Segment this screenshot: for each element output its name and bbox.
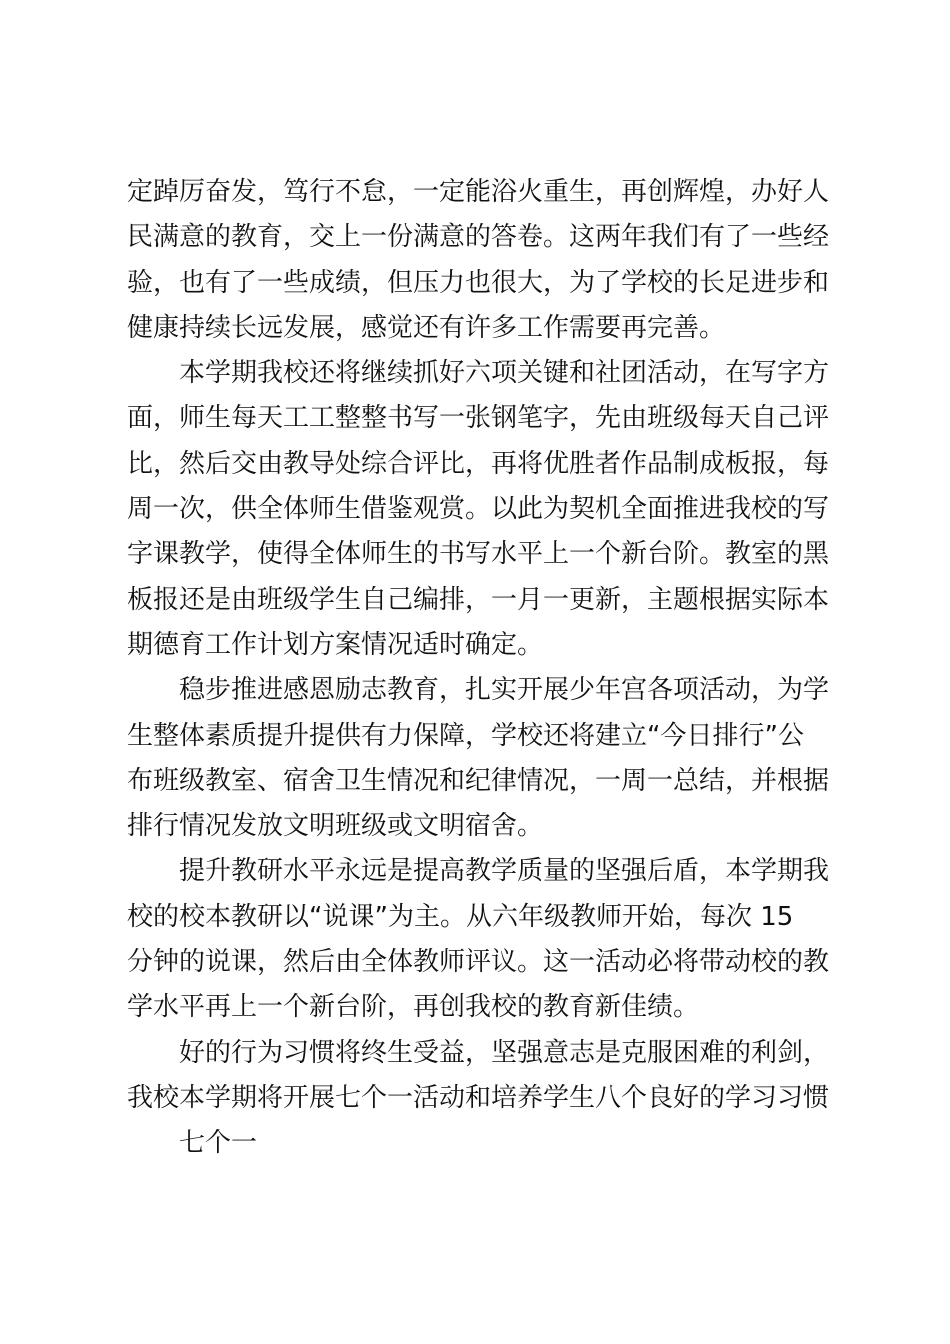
text-line: 民满意的教育，交上一份满意的答卷。这两年我们有了一些经 <box>127 222 830 253</box>
text-line: 验，也有了一些成绩，但压力也很大，为了学校的长足进步和 <box>127 267 830 298</box>
text-line: 校的校本教研以“说课”为主。从六年级教师开始，每次 15 <box>127 901 794 932</box>
body-text <box>127 170 847 1167</box>
text-line: 字课教学，使得全体师生的书写水平上一个新台阶。教室的黑 <box>127 539 830 570</box>
text-line: 健康持续长远发展，感觉还有许多工作需要再完善。 <box>127 312 726 343</box>
text-line: 生整体素质提升提供有力保障，学校还将建立“今日排行”公 <box>127 720 804 751</box>
text-line: 周一次，供全体师生借鉴观赏。以此为契机全面推进我校的写 <box>127 494 830 525</box>
paragraph-first-line: 好的行为习惯将终生受益，坚强意志是克服困难的利剑， <box>179 1037 830 1068</box>
text-line: 板报还是由班级学生自己编排，一月一更新，主题根据实际本 <box>127 584 830 615</box>
section-heading: 七个一 <box>179 1128 258 1159</box>
text-line: 分钟的说课，然后由全体教师评议。这一活动必将带动校的教 <box>127 947 830 978</box>
paragraph-first-line: 稳步推进感恩励志教育，扎实开展少年宫各项活动，为学 <box>179 675 830 706</box>
text-line: 期德育工作计划方案情况适时确定。 <box>127 629 544 660</box>
paragraph-first-line: 提升教研水平永远是提高教学质量的坚强后盾，本学期我 <box>179 856 830 887</box>
text-line: 排行情况发放文明班级或文明宿舍。 <box>127 811 544 842</box>
text-line: 学水平再上一个新台阶，再创我校的教育新佳绩。 <box>127 992 700 1023</box>
text-line: 布班级教室、宿舍卫生情况和纪律情况，一周一总结，并根据 <box>127 765 830 796</box>
paragraph-first-line: 本学期我校还将继续抓好六项关键和社团活动，在写字方 <box>179 358 830 389</box>
text-line: 我校本学期将开展七个一活动和培养学生八个良好的学习习惯 <box>127 1082 830 1113</box>
text-line: 比，然后交由教导处综合评比，再将优胜者作品制成板报，每 <box>127 448 830 479</box>
text-line: 面，师生每天工工整整书写一张钢笔字，先由班级每天自己评 <box>127 403 830 434</box>
text-line: 定踔厉奋发，笃行不怠，一定能浴火重生，再创辉煌，办好人 <box>127 177 830 207</box>
